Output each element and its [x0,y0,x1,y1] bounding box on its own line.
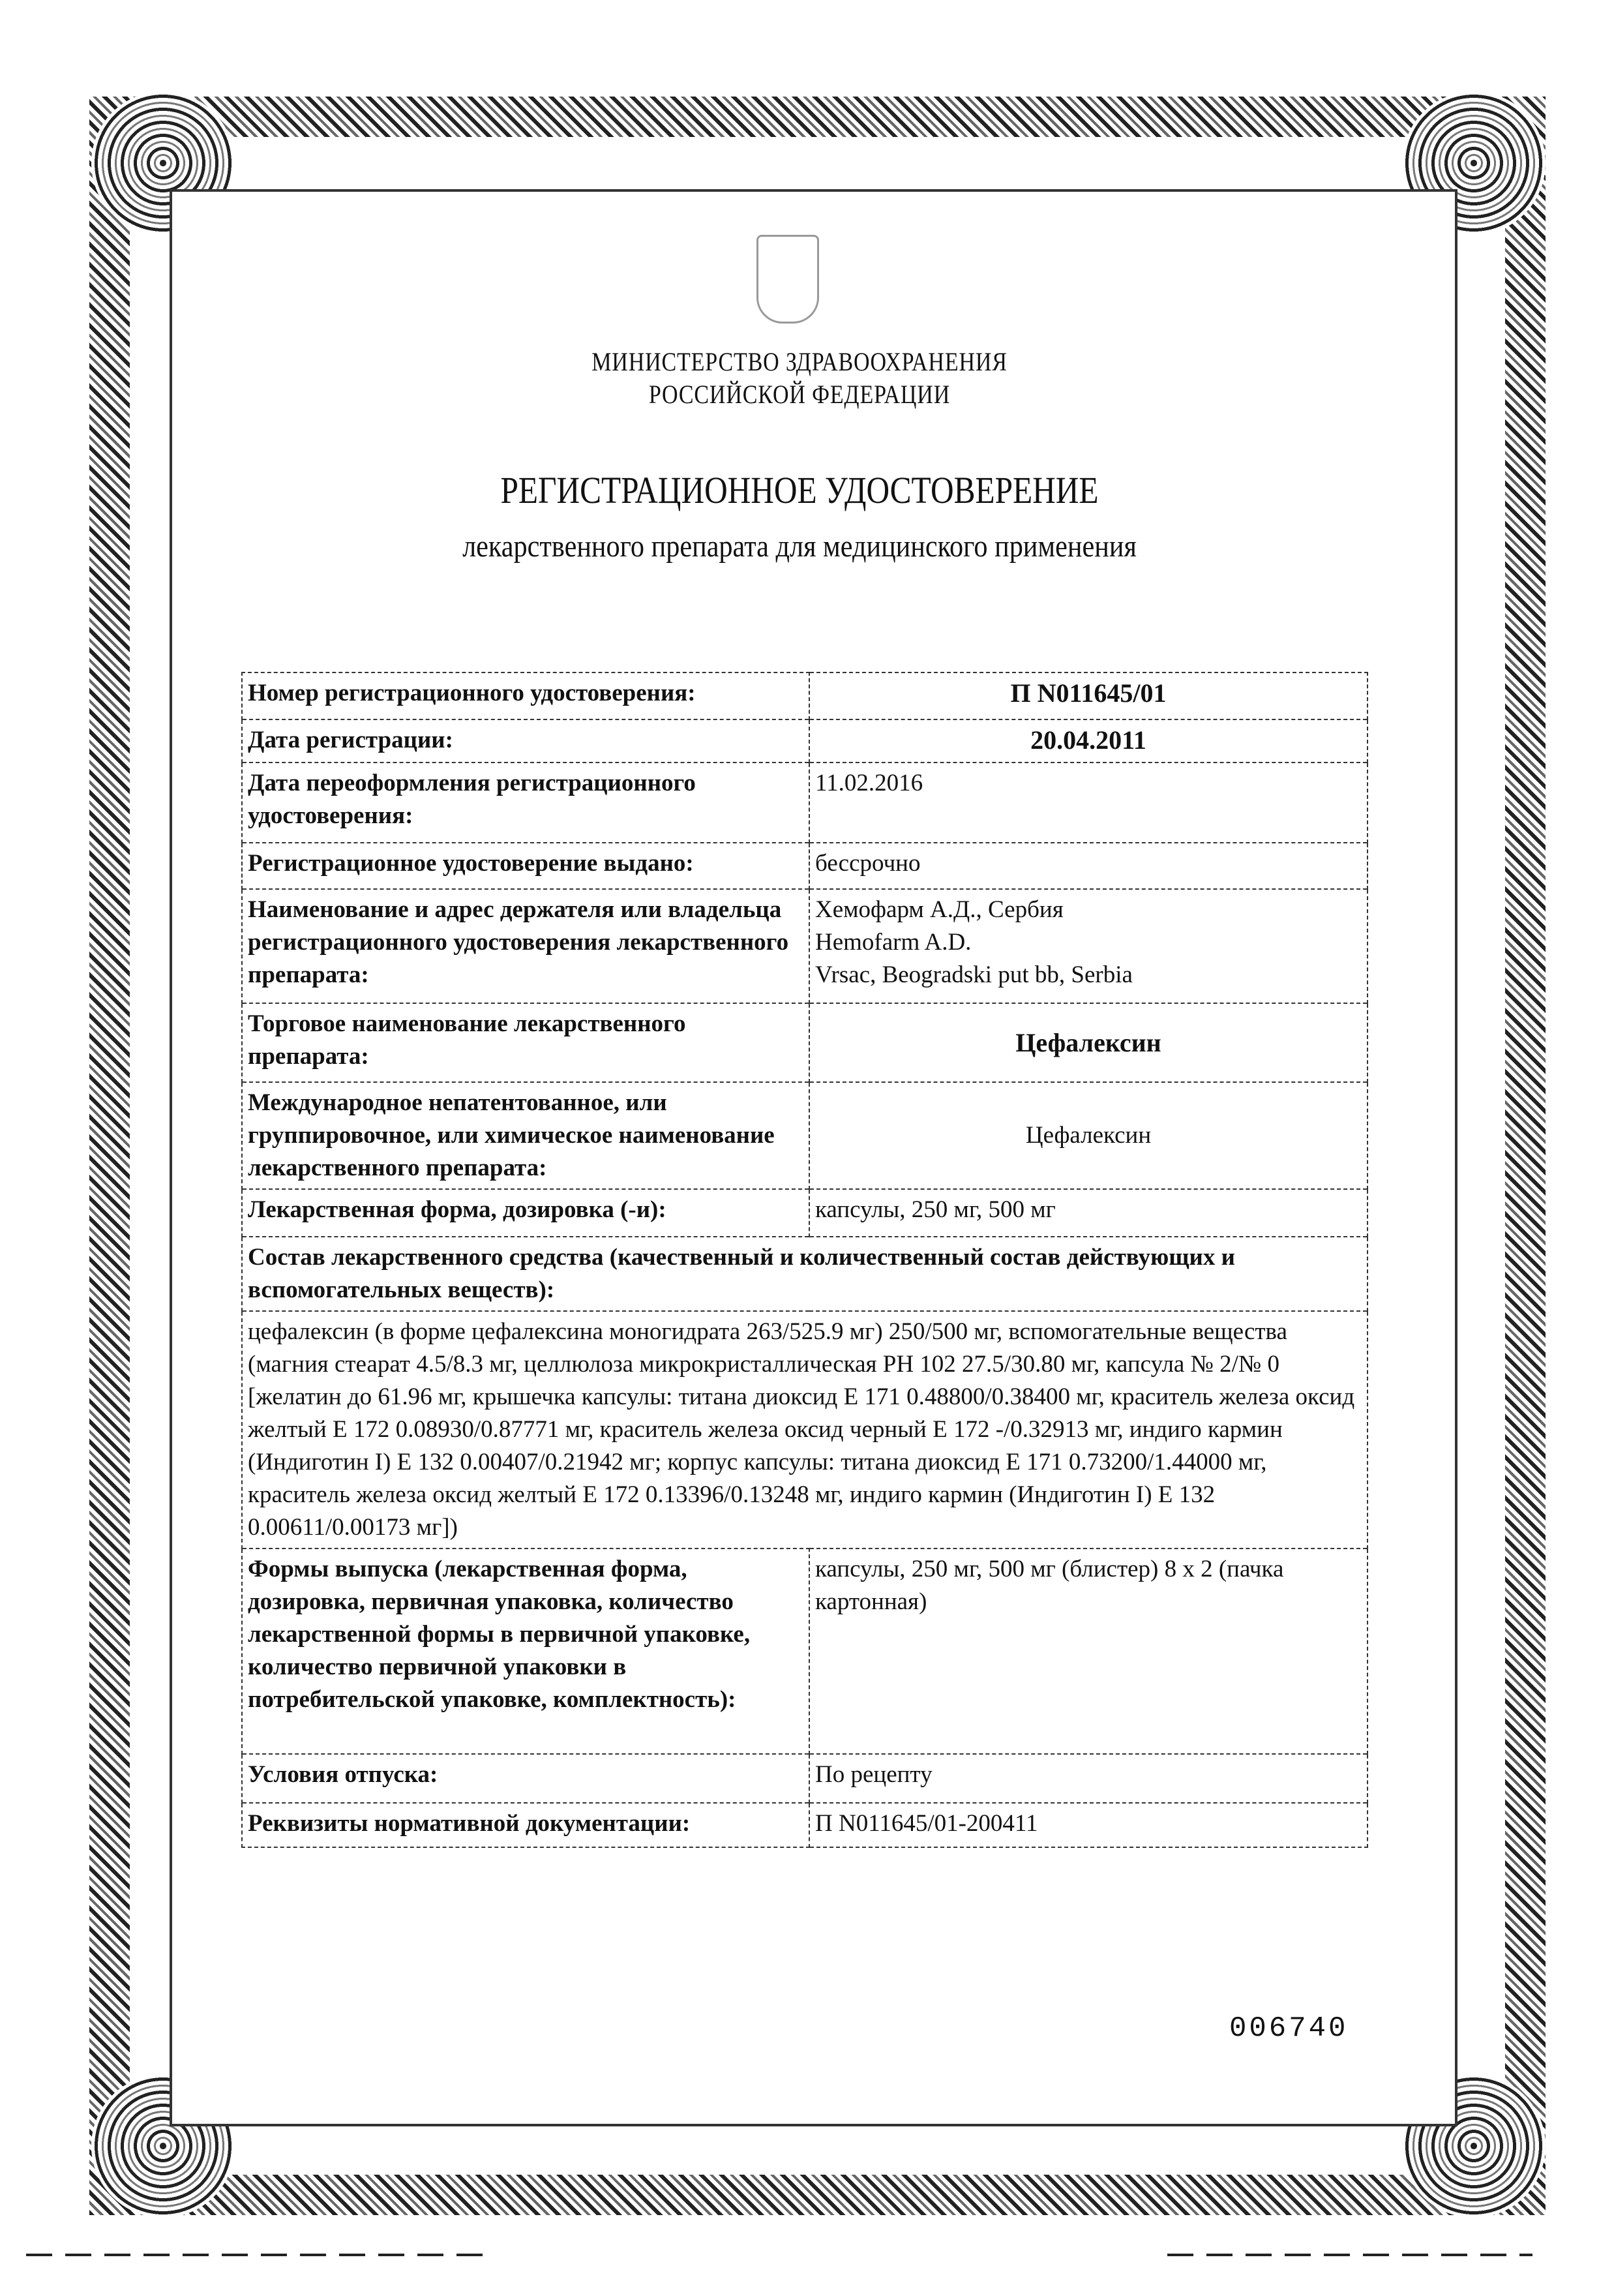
table-row [242,1189,1367,1237]
table-row [242,1237,1367,1311]
row-label: Торговое наименование лекарственного препарата: [242,1003,809,1082]
release-forms: капсулы, 250 мг, 500 мг (блистер) 8 х 2 (пачка картонная) [809,1548,1367,1754]
table-row [242,1754,1367,1803]
holder-name-address: Хемофарм А.Д., Сербия Hemofarm A.D. Vrsac, Beogradski put bb, Serbia [809,889,1367,1003]
row-label: Реквизиты нормативной документации: [242,1803,809,1847]
ministry-line-1: МИНИСТЕРСТВО ЗДРАВООХРАНЕНИЯ [591,347,1008,376]
table-row [242,1082,1367,1189]
table-row [242,1003,1367,1082]
table-row [242,763,1367,843]
table-row [242,889,1367,1003]
table-row [242,1311,1367,1548]
row-label: Регистрационное удостоверение выдано: [242,843,809,889]
row-label: Международное непатентованное, или группировочное, или химическое наименование лекарственного препарата: [242,1082,809,1189]
row-label: Формы выпуска (лекарственная форма, дозировка, первичная упаковка, количество лекарственной формы в первичной упаковке, количество первичной упаковки в потребительской упаковке, комплектность): [242,1548,809,1754]
row-label: Дата переоформления регистрационного удостоверения: [242,763,809,843]
validity: бессрочно [809,843,1367,889]
table-row [242,1548,1367,1754]
inn-name: Цефалексин [809,1082,1367,1189]
row-label: Номер регистрационного удостоверения: [242,672,809,719]
reissue-date: 11.02.2016 [809,763,1367,843]
ministry-line-2: РОССИЙСКОЙ ФЕДЕРАЦИИ [648,380,951,409]
composition-value: цефалексин (в форме цефалексина моногидрата 263/525.9 мг) 250/500 мг, вспомогательные вещества (магния стеарат 4.5/8.3 мг, целлюлоза микрокристаллическая PH 102 27.5/30.80 мг, капсула № 2/№ 0 [желатин до 61.96 мг, крышечка капсулы: титана диоксид E 171 0.48800/0.38400 мг, краситель железа оксид желтый E 172 0.08930/0.87771 мг, краситель железа оксид черный E 172 -/0.32913 мг, индиго кармин (Индиготин I) E 132 0.00407/0.21942 мг; корпус капсулы: титана диоксид E 171 0.73200/1.44000 мг, краситель железа оксид желтый E 172 0.13396/0.13248 мг, индиго кармин (Индиготин I) E 132 0.00611/0.00173 мг]) [242,1311,1367,1548]
state-emblem-icon [756,235,819,324]
document-title: РЕГИСТРАЦИОННОЕ УДОСТОВЕРЕНИЕ [500,469,1099,511]
registration-number: П N011645/01 [809,672,1367,719]
ministry-name [120,346,1479,411]
form-serial-number: 006740 [1229,2012,1349,2045]
certificate-table [241,672,1368,1848]
trade-name: Цефалексин [809,1003,1367,1082]
dispensing-conditions: По рецепту [809,1754,1367,1803]
registration-date: 20.04.2011 [809,719,1367,763]
normative-doc: П N011645/01-200411 [809,1803,1367,1847]
row-label: Дата регистрации: [242,719,809,763]
scan-edge-line [1167,2254,1532,2256]
scan-edge-line [26,2254,483,2256]
composition-label: Состав лекарственного средства (качественный и количественный состав действующих и вспомогательных веществ): [242,1237,1367,1311]
row-label: Наименование и адрес держателя или владельца регистрационного удостоверения лекарственного препарата: [242,889,809,1003]
row-label: Лекарственная форма, дозировка (-и): [242,1189,809,1237]
table-row [242,843,1367,889]
row-label: Условия отпуска: [242,1754,809,1803]
table-row [242,719,1367,763]
document-subtitle: лекарственного препарата для медицинского применения [462,529,1137,564]
table-row [242,1803,1367,1847]
table-row [242,672,1367,719]
dosage-form: капсулы, 250 мг, 500 мг [809,1189,1367,1237]
